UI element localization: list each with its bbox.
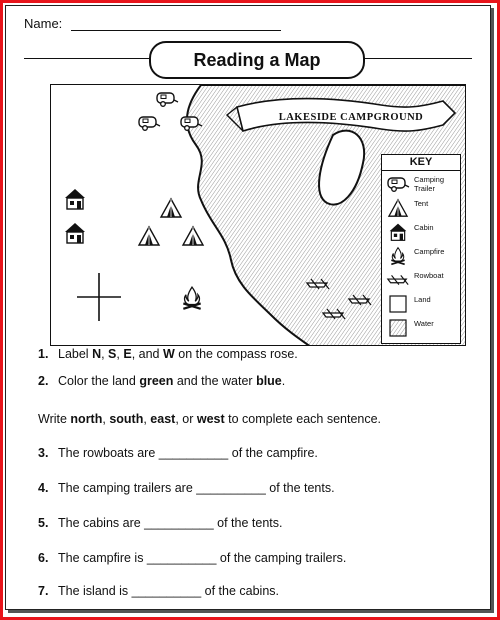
question-2: 2. Color the land green and the water blue. (38, 374, 286, 388)
question-7-text[interactable]: The island is __________ of the cabins. (58, 584, 279, 598)
cabin-icon (65, 223, 85, 243)
trailer-icon (139, 117, 160, 130)
question-5-text[interactable]: The cabins are __________ of the tents. (58, 516, 283, 530)
key-label: Camping Trailer (414, 175, 445, 193)
instructions: Write north, south, east, or west to complete each sentence. (38, 412, 382, 426)
cabin-icon (386, 222, 410, 242)
land-swatch (386, 294, 410, 314)
tent-icon (386, 198, 410, 218)
cabin-icon (65, 189, 85, 209)
key-item-campfire (382, 244, 460, 268)
campfire-icon (386, 246, 410, 266)
page-title: Reading a Map (149, 41, 365, 79)
question-6: 6. The campfire is __________ of the camping trailers. (38, 551, 347, 565)
key-item-rowboat (382, 268, 460, 292)
compass-rose (77, 273, 121, 321)
campground-banner-text: LAKESIDE CAMPGROUND (278, 112, 424, 123)
worksheet (5, 5, 491, 610)
question-6-text[interactable]: The campfire is __________ of the camping trailers. (58, 551, 347, 565)
trailer-icon (386, 174, 410, 194)
rowboat-icon (386, 270, 410, 290)
key-item-cabin (382, 220, 460, 244)
tent-icon (183, 227, 203, 245)
map-key (381, 154, 461, 344)
key-item-trailer (382, 172, 460, 196)
question-4-text[interactable]: The camping trailers are __________ of the tents. (58, 481, 335, 495)
tent-icon (139, 227, 159, 245)
name-field[interactable] (71, 30, 281, 31)
question-5: 5. The cabins are __________ of the tents. (38, 516, 283, 530)
trailer-icon (157, 93, 178, 106)
key-item-tent (382, 196, 460, 220)
question-3-text[interactable]: The rowboats are __________ of the campfire. (58, 446, 318, 460)
key-item-land (382, 292, 460, 316)
key-label: Tent (414, 199, 429, 208)
question-3: 3. The rowboats are __________ of the campfire. (38, 446, 318, 460)
key-label: Water (414, 319, 434, 328)
key-label: Cabin (414, 223, 434, 232)
campfire-icon (183, 287, 200, 309)
question-4: 4. The camping trailers are __________ of the tents. (38, 481, 335, 495)
key-item-water (382, 316, 460, 340)
key-label: Land (414, 295, 431, 304)
key-label: Rowboat (414, 271, 444, 280)
water-swatch (386, 318, 410, 338)
tent-icon (161, 199, 181, 217)
question-7: 7. The island is __________ of the cabins. (38, 584, 279, 598)
name-label: Name: (24, 16, 63, 31)
question-1: 1. Label N, S, E, and W on the compass rose. (38, 347, 298, 361)
key-label: Campfire (414, 247, 445, 256)
key-title: KEY (382, 155, 460, 171)
